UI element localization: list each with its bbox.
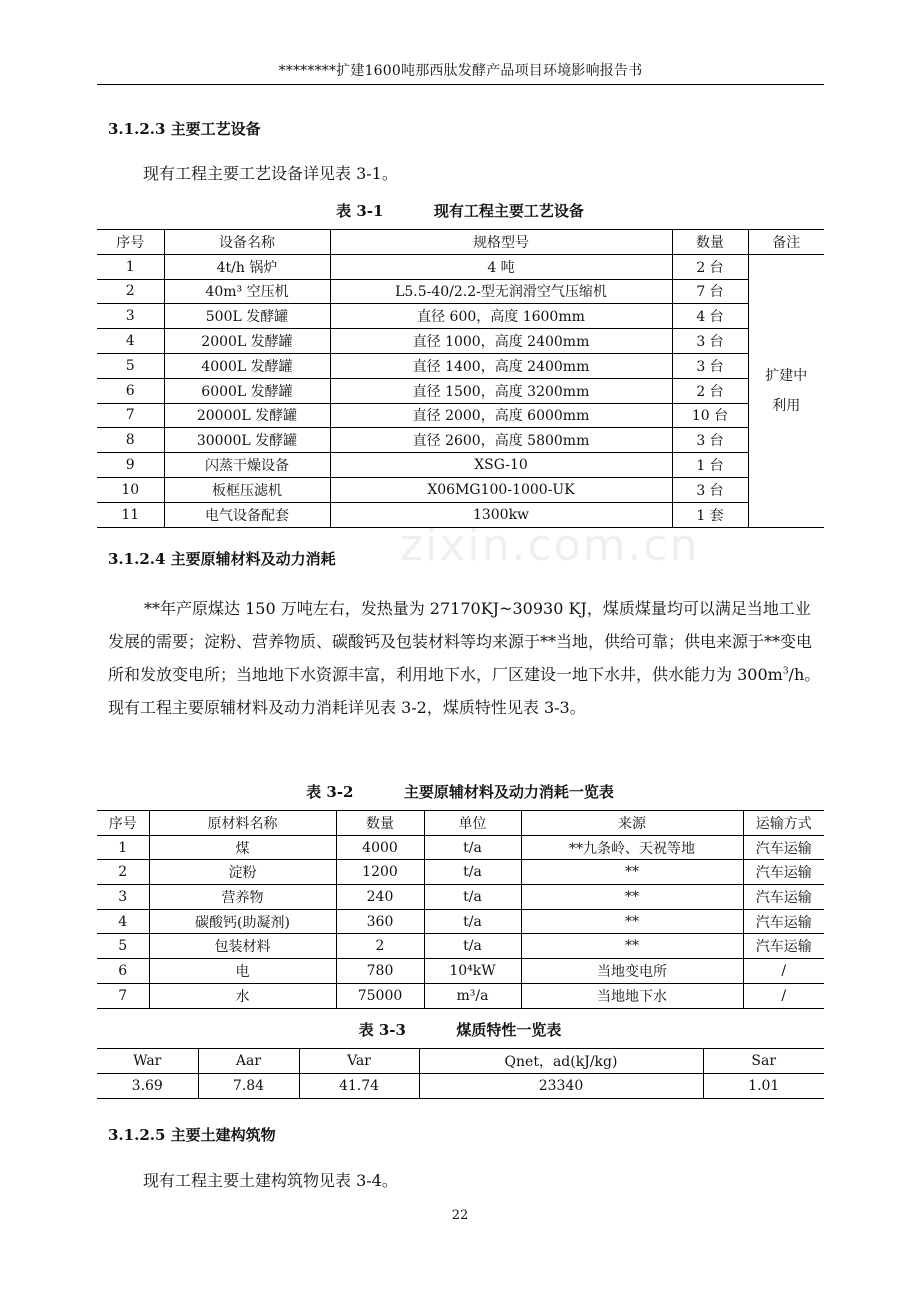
table-cell: t/a xyxy=(424,860,521,885)
table-cell: 电气设备配套 xyxy=(164,502,330,527)
table-cell: ** xyxy=(521,885,743,910)
section-heading-3-1-2-4: 3.1.2.4 主要原辅材料及动力消耗 xyxy=(108,550,336,568)
table-cell: 3 台 xyxy=(672,353,748,378)
table-row xyxy=(97,254,824,279)
table-cell: 1 xyxy=(97,254,164,279)
table-cell: 5 xyxy=(97,353,164,378)
table-cell: 2 xyxy=(336,934,424,959)
table-row xyxy=(97,885,824,910)
table-row xyxy=(97,860,824,885)
header-cell: War xyxy=(97,1049,198,1074)
section-paragraph-3-1-2-3: 现有工程主要工艺设备详见表 3-1。 xyxy=(143,164,398,183)
table-cell: 汽车运输 xyxy=(743,860,824,885)
table-cell: 4000L 发酵罐 xyxy=(164,353,330,378)
table-caption-title: 现有工程主要工艺设备 xyxy=(433,202,584,220)
header-cell: 序号 xyxy=(97,811,149,836)
table-cell: t/a xyxy=(424,835,521,860)
table-row xyxy=(97,428,824,453)
equipment-table xyxy=(97,229,824,528)
header-cell: 单位 xyxy=(424,811,521,836)
page-number: 22 xyxy=(451,1208,469,1223)
table-row xyxy=(97,959,824,984)
table-cell: XSG-10 xyxy=(330,453,672,478)
table-cell: 3 台 xyxy=(672,428,748,453)
table-cell: 3 台 xyxy=(672,329,748,354)
table-row xyxy=(97,835,824,860)
table-cell: 包装材料 xyxy=(149,934,336,959)
table-cell: 41.74 xyxy=(299,1074,419,1099)
header-cell: 备注 xyxy=(748,230,824,255)
table-row xyxy=(97,502,824,527)
table-cell: 4 吨 xyxy=(330,254,672,279)
table-cell: 板框压滤机 xyxy=(164,477,330,502)
table-row xyxy=(97,1074,824,1099)
table-cell: 1.01 xyxy=(703,1074,824,1099)
table-cell: 7 台 xyxy=(672,279,748,304)
table-cell: 4 xyxy=(97,329,164,354)
table-cell: 6000L 发酵罐 xyxy=(164,378,330,403)
table-cell: t/a xyxy=(424,934,521,959)
table-cell: 2000L 发酵罐 xyxy=(164,329,330,354)
remarks-line: 扩建中 xyxy=(765,367,808,384)
table-cell: ** xyxy=(521,860,743,885)
header-cell: 数量 xyxy=(336,811,424,836)
table-3-3-caption xyxy=(0,1019,920,1040)
table-caption-number: 表 3-2 xyxy=(306,783,354,801)
table-cell: 4 xyxy=(97,909,149,934)
table-cell: 直径 1400，高度 2400mm xyxy=(330,353,672,378)
table-cell: 240 xyxy=(336,885,424,910)
header-cell: Qnet，ad(kJ/kg) xyxy=(419,1049,703,1074)
table-cell: / xyxy=(743,959,824,984)
header-cell: 数量 xyxy=(672,230,748,255)
header-cell: Var xyxy=(299,1049,419,1074)
table-cell: 营养物 xyxy=(149,885,336,910)
table-cell: 电 xyxy=(149,959,336,984)
table-row xyxy=(97,304,824,329)
table-3-2-caption xyxy=(0,781,920,802)
paragraph-text: **年产原煤达 150 万吨左右，发热量为 27170KJ~30930 KJ，煤质煤量均可以满足当地工业发展的需要；淀粉、营养物质、碳酸钙及包装材料等均来源于**当地，供给可靠；供电来源于**变电所和发放变电所；当地地下水资源丰富，利用地下水，厂区建设一地下水井，供水能力为 300m xyxy=(108,599,813,684)
section-paragraph-3-1-2-4 xyxy=(108,592,824,724)
table-cell: L5.5-40/2.2-型无润滑空气压缩机 xyxy=(330,279,672,304)
table-header-row xyxy=(97,1049,824,1074)
table-cell: 直径 600，高度 1600mm xyxy=(330,304,672,329)
header-cell: 运输方式 xyxy=(743,811,824,836)
table-cell: t/a xyxy=(424,885,521,910)
table-row xyxy=(97,934,824,959)
header-cell: 规格型号 xyxy=(330,230,672,255)
table-cell: m³/a xyxy=(424,983,521,1008)
table-cell: 7 xyxy=(97,983,149,1008)
table-cell: t/a xyxy=(424,909,521,934)
table-cell: 10 台 xyxy=(672,403,748,428)
watermark: zixin.com.cn xyxy=(400,520,700,571)
table-cell: 当地变电所 xyxy=(521,959,743,984)
table-cell: 11 xyxy=(97,502,164,527)
table-3-1-caption xyxy=(0,200,920,221)
table-cell: 10 xyxy=(97,477,164,502)
paragraph-text: /h。现有工程主要原辅材料及动力消耗详见表 3-2，煤质特性见表 3-3。 xyxy=(108,665,821,717)
header-cell: 来源 xyxy=(521,811,743,836)
section-paragraph-3-1-2-5: 现有工程主要土建构筑物见表 3-4。 xyxy=(143,1171,398,1190)
table-cell: 2 台 xyxy=(672,254,748,279)
table-row xyxy=(97,453,824,478)
table-cell: 直径 2600，高度 5800mm xyxy=(330,428,672,453)
table-cell: 9 xyxy=(97,453,164,478)
coal-quality-table xyxy=(97,1048,824,1099)
table-cell: 4 台 xyxy=(672,304,748,329)
remarks-cell xyxy=(748,254,824,527)
table-cell: 汽车运输 xyxy=(743,835,824,860)
table-cell: 1 台 xyxy=(672,453,748,478)
section-heading-3-1-2-3: 3.1.2.3 主要工艺设备 xyxy=(108,120,261,138)
table-caption-number: 表 3-1 xyxy=(336,202,384,220)
table-cell: 3 台 xyxy=(672,477,748,502)
header-cell: Sar xyxy=(703,1049,824,1074)
table-cell: 1200 xyxy=(336,860,424,885)
table-cell: 直径 1000，高度 2400mm xyxy=(330,329,672,354)
table-cell: 3 xyxy=(97,885,149,910)
table-cell: 75000 xyxy=(336,983,424,1008)
table-cell: 2 台 xyxy=(672,378,748,403)
table-cell: 煤 xyxy=(149,835,336,860)
table-cell: 汽车运输 xyxy=(743,909,824,934)
table-cell: 6 xyxy=(97,378,164,403)
header-cell: 序号 xyxy=(97,230,164,255)
table-cell: 5 xyxy=(97,934,149,959)
remarks-line: 利用 xyxy=(772,397,801,414)
table-cell: 当地地下水 xyxy=(521,983,743,1008)
table-row xyxy=(97,403,824,428)
table-caption-number: 表 3-3 xyxy=(358,1021,406,1039)
table-cell: 汽车运输 xyxy=(743,934,824,959)
table-cell: 水 xyxy=(149,983,336,1008)
table-cell: 淀粉 xyxy=(149,860,336,885)
table-cell: 40m³ 空压机 xyxy=(164,279,330,304)
table-cell: ** xyxy=(521,909,743,934)
table-row xyxy=(97,378,824,403)
table-cell: / xyxy=(743,983,824,1008)
table-caption-title: 主要原辅材料及动力消耗一览表 xyxy=(403,783,614,801)
table-cell: X06MG100-1000-UK xyxy=(330,477,672,502)
table-caption-title: 煤质特性一览表 xyxy=(456,1021,562,1039)
table-cell: 碳酸钙(助凝剂) xyxy=(149,909,336,934)
running-header: ********扩建1600吨那西肽发酵产品项目环境影响报告书 xyxy=(278,63,643,79)
table-cell: 500L 发酵罐 xyxy=(164,304,330,329)
table-cell: 360 xyxy=(336,909,424,934)
table-cell: 4t/h 锅炉 xyxy=(164,254,330,279)
table-cell: 汽车运输 xyxy=(743,885,824,910)
table-row xyxy=(97,353,824,378)
header-cell: Aar xyxy=(198,1049,299,1074)
table-row xyxy=(97,477,824,502)
table-row xyxy=(97,279,824,304)
table-cell: 780 xyxy=(336,959,424,984)
table-cell: 20000L 发酵罐 xyxy=(164,403,330,428)
table-cell: 1300kw xyxy=(330,502,672,527)
table-header-row xyxy=(97,230,824,255)
table-cell: 2 xyxy=(97,279,164,304)
table-cell: 3.69 xyxy=(97,1074,198,1099)
table-cell: 1 xyxy=(97,835,149,860)
section-heading-3-1-2-5: 3.1.2.5 主要土建构筑物 xyxy=(108,1126,276,1144)
table-cell: 3 xyxy=(97,304,164,329)
header-rule xyxy=(97,84,824,85)
table-cell: 30000L 发酵罐 xyxy=(164,428,330,453)
table-cell: 7.84 xyxy=(198,1074,299,1099)
table-cell: 10⁴kW xyxy=(424,959,521,984)
table-cell: 直径 1500，高度 3200mm xyxy=(330,378,672,403)
table-cell: 4000 xyxy=(336,835,424,860)
table-cell: 1 套 xyxy=(672,502,748,527)
table-cell: 直径 2000，高度 6000mm xyxy=(330,403,672,428)
table-cell: 闪蒸干燥设备 xyxy=(164,453,330,478)
table-cell: **九条岭、天祝等地 xyxy=(521,835,743,860)
table-cell: 2 xyxy=(97,860,149,885)
superscript: 3 xyxy=(782,666,789,677)
table-row xyxy=(97,983,824,1008)
table-cell: 7 xyxy=(97,403,164,428)
table-header-row xyxy=(97,811,824,836)
table-cell: 8 xyxy=(97,428,164,453)
materials-table xyxy=(97,810,824,1009)
table-cell: ** xyxy=(521,934,743,959)
table-cell: 6 xyxy=(97,959,149,984)
table-row xyxy=(97,909,824,934)
header-cell: 原材料名称 xyxy=(149,811,336,836)
table-cell: 23340 xyxy=(419,1074,703,1099)
table-row xyxy=(97,329,824,354)
header-cell: 设备名称 xyxy=(164,230,330,255)
